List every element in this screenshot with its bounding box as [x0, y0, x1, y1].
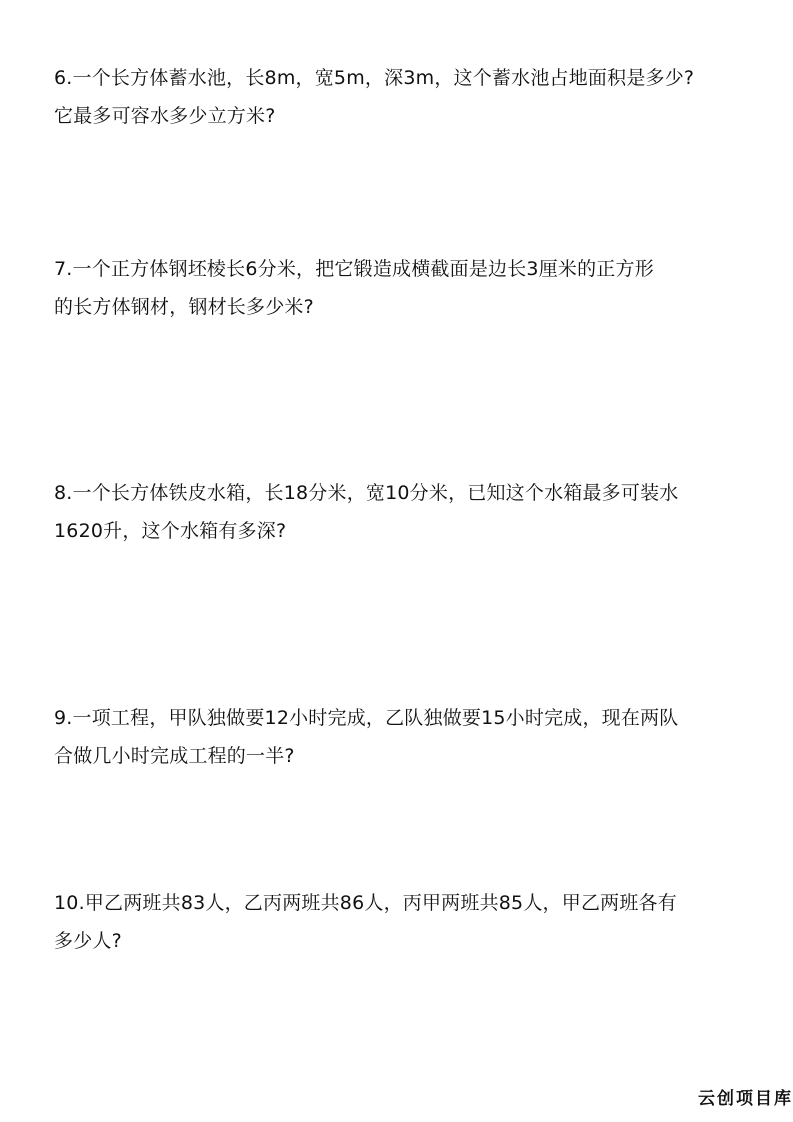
problem-10	[54, 884, 754, 960]
problem-8-line-1: 8.一个长方体铁皮水箱，长18分米，宽10分米，已知这个水箱最多可装水	[54, 482, 679, 504]
problem-6-line-1: 6.一个长方体蓄水池，长8m，宽5m，深3m，这个蓄水池占地面积是多少?	[54, 67, 695, 89]
problem-7-line-1: 7.一个正方体钢坯棱长6分米，把它锻造成横截面是边长3厘米的正方形	[54, 258, 654, 280]
problem-9	[54, 699, 754, 775]
problem-10-line-1: 10.甲乙两班共83人，乙丙两班共86人，丙甲两班共85人，甲乙两班各有	[54, 892, 677, 914]
problem-8-line-2: 1620升，这个水箱有多深?	[54, 520, 287, 542]
problem-7	[54, 250, 754, 326]
problem-10-line-2: 多少人?	[54, 930, 122, 952]
problem-9-line-1: 9.一项工程，甲队独做要12小时完成，乙队独做要15小时完成，现在两队	[54, 707, 679, 729]
watermark-text: 云创项目库	[698, 1089, 793, 1109]
problem-7-line-2: 的长方体钢材，钢材长多少米?	[54, 296, 314, 318]
problem-9-line-2: 合做几小时完成工程的一半?	[54, 745, 295, 767]
problem-6	[54, 59, 754, 135]
problem-8	[54, 474, 754, 550]
problem-6-line-2: 它最多可容水多少立方米?	[54, 105, 276, 127]
